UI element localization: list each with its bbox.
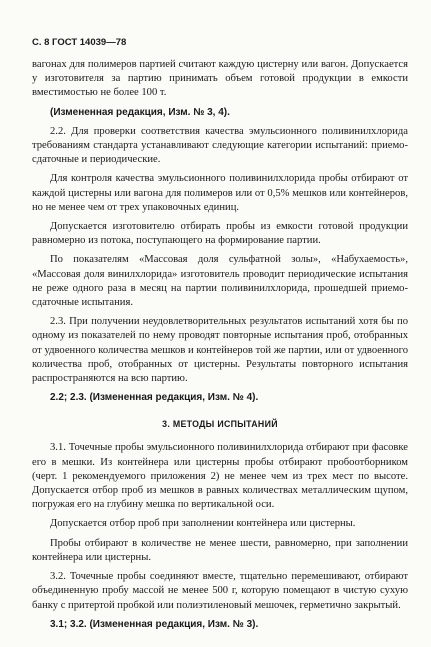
paragraph: 3.1. Точечные пробы эмульсионного поливинилхлорида отбирают при фасовке его в мешки. Из контейнера или цистерны пробы отбирают пробоотборником (черт. 1 рекомендуемого приложения 2) не менее чем из трех мест по высоте. Допускается отбор проб из мешков в равных количествах металлическим щупом, погружая его на глубину мешка по вертикальной оси.	[32, 442, 408, 511]
page-header: С. 8 ГОСТ 14039—78	[32, 37, 127, 48]
paragraph: По показателям «Массовая доля сульфатной золы», «Набухаемость», «Массовая доля винилхлорида» изготовитель проводит периодические испытания не реже одного раза в месяц на партии поливинилхлорида, прошедшей приемо-сдаточные испытания.	[32, 254, 408, 309]
document-body	[32, 58, 408, 637]
paragraph: 3.2. Точечные пробы соединяют вместе, тщательно перемешивают, отбирают объединенную пробу массой не менее 500 г, которую помещают в чистую сухую банку с притертой пробкой или полиэтиленовый мешочек, герметично закрытый.	[32, 571, 408, 611]
amendment-note: 2.2; 2.3. (Измененная редакция, Изм. № 4).	[50, 392, 259, 404]
paragraph: 2.2. Для проверки соответствия качества эмульсионного поливинилхлорида требованиям стандарта устанавливают следующие категории испытаний: приемо-сдаточные и периодические.	[32, 125, 408, 166]
paragraph: Допускается отбор проб при заполнении контейнера или цистерны.	[50, 518, 356, 530]
amendment-note: (Измененная редакция, Изм. № 3, 4).	[50, 106, 230, 118]
paragraph: 2.3. При получении неудовлетворительных результатов испытаний хотя бы по одному из показателей по нему проводят повторные испытания проб, отобранных от удвоенного количества мешков и контейнеров той же партии, или от удвоенного количества проб, отобранных от цистерны. Результаты повторного испытания распространяются на всю партию.	[32, 316, 408, 385]
paragraph: Для контроля качества эмульсионного поливинилхлорида пробы отбирают от каждой цистерны или вагона для полимеров или от 0,5% мешков или контейнеров, но не менее чем от трех упаковочных единиц.	[32, 173, 408, 213]
paragraph: Пробы отбирают в количестве не менее шести, равномерно, при заполнении контейнера или цистерны.	[32, 537, 408, 563]
paragraph: Допускается изготовителю отбирать пробы из емкости готовой продукции равномерно из потока, поступающего на формирование партии.	[32, 221, 408, 247]
amendment-note: 3.1; 3.2. (Измененная редакция, Изм. № 3).	[50, 618, 259, 630]
paragraph: вагонах для полимеров партией считают каждую цистерну или вагон. Допускается у изготовителя за партию принимать объем готовой продукции в емкости вместимостью не более 100 т.	[32, 59, 408, 99]
section-title: 3. МЕТОДЫ ИСПЫТАНИЙ	[162, 419, 278, 430]
